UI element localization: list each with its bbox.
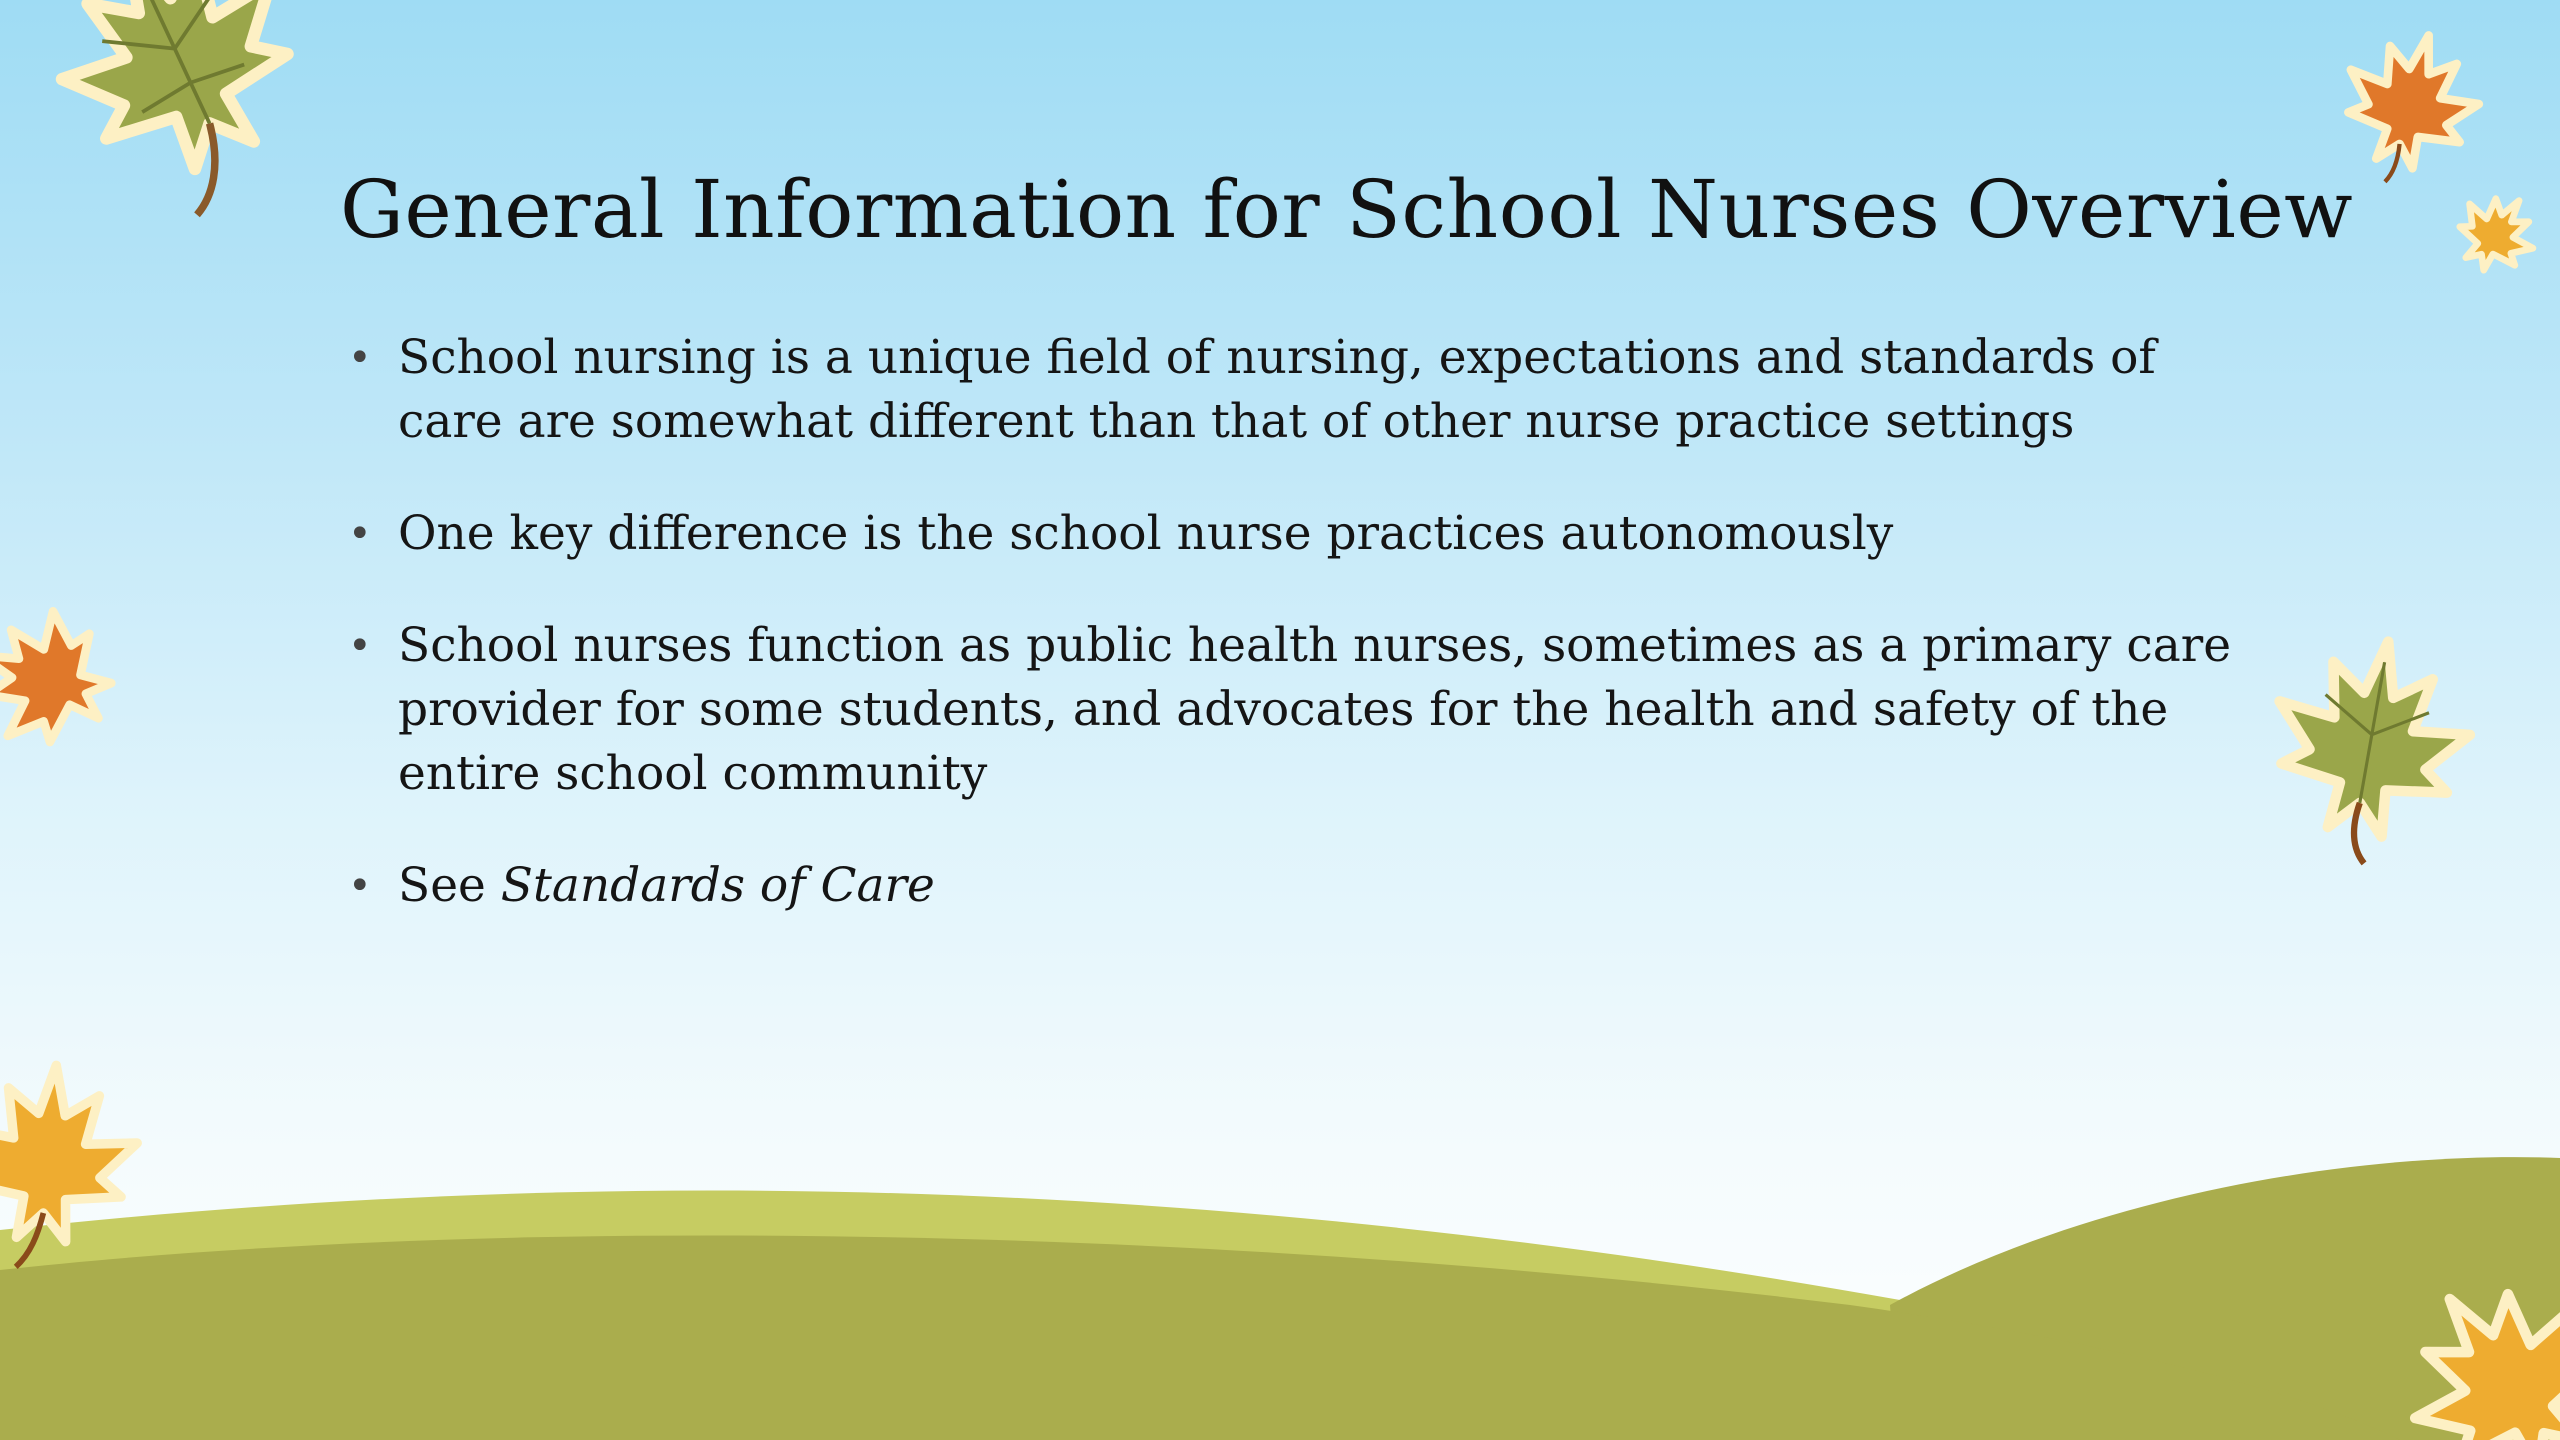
bullet-list [340, 326, 2240, 966]
list-item [340, 854, 2240, 918]
list-item [340, 502, 2240, 566]
bullet-icon: • [348, 511, 372, 557]
bullet-icon: • [348, 863, 372, 909]
list-item [340, 614, 2240, 806]
standards-of-care-reference: Standards of Care [500, 858, 935, 913]
bullet-text: School nursing is a unique field of nursing, expectations and standards of care are somewhat different than that of other nurse practice settings [398, 330, 2156, 449]
bullet-text: One key difference is the school nurse practices autonomously [398, 506, 1894, 561]
maple-leaf-icon [23, 0, 347, 242]
maple-leaf-icon [2254, 625, 2483, 878]
slide-title: General Information for School Nurses Overview [340, 163, 2354, 256]
list-item [340, 326, 2240, 454]
bullet-text-prefix: See [398, 858, 501, 913]
bullet-text: School nurses function as public health nurses, sometimes as a primary care provider for some students, and advocates for the health and safety of the entire school community [398, 618, 2232, 801]
bullet-icon: • [348, 335, 372, 381]
maple-leaf-icon [0, 593, 127, 763]
maple-leaf-icon [2443, 178, 2551, 286]
bullet-icon: • [348, 623, 372, 669]
